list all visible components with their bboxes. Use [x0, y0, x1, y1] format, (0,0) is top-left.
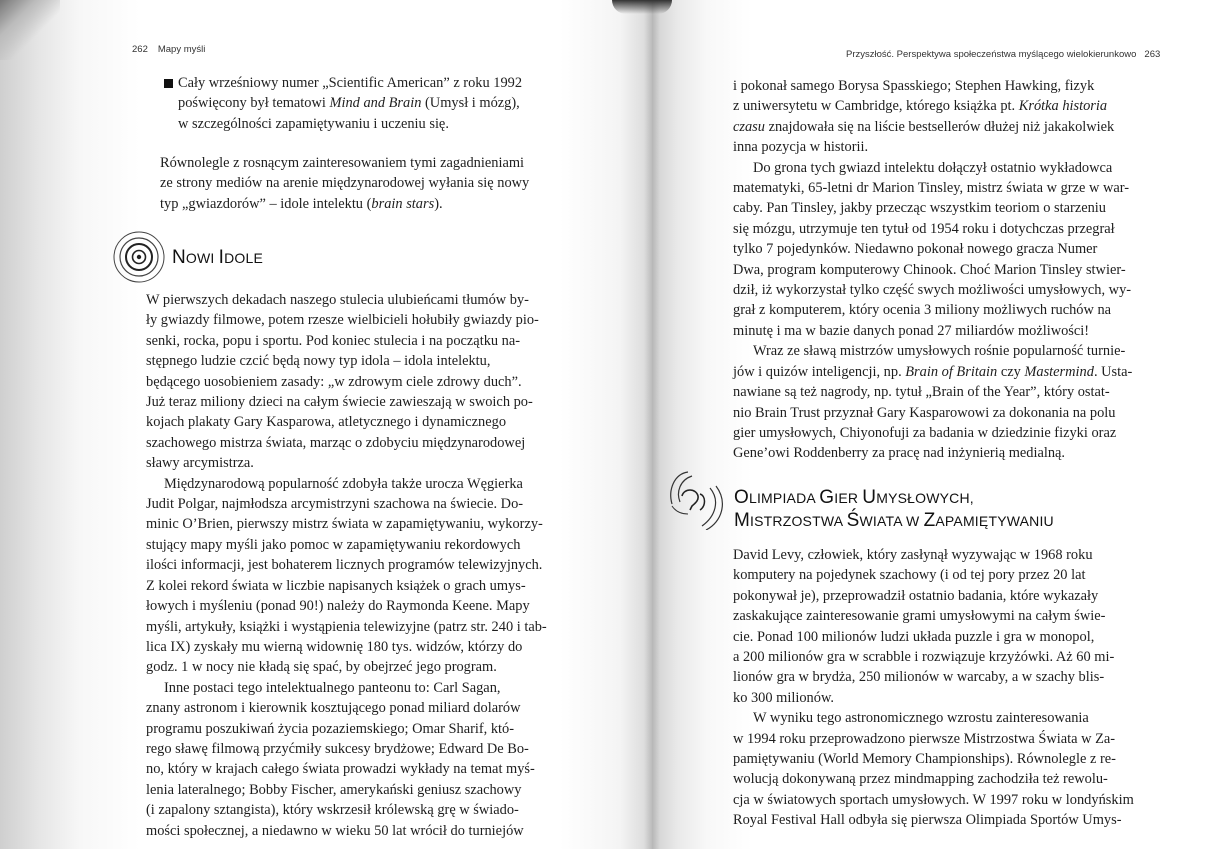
bullet-line: poświęcony był tematowi Mind and Brain (Umysł i mózg),	[178, 95, 520, 112]
bullet-line: Cały wrześniowy numer „Scientific American” z roku 1992	[178, 75, 523, 91]
eye-target-icon	[112, 230, 166, 284]
section-heading-olimpiada	[734, 487, 1054, 532]
left-page-number: 262	[132, 44, 148, 55]
page-corner-shadow	[0, 0, 60, 60]
right-body-text-top	[733, 76, 1151, 464]
left-body-text	[146, 290, 588, 841]
paragraph: Międzynarodową popularność zdobyła także urocza Węgierka Judit Polgar, najmłodsza arcymistrzyni szachowa na świecie. Do- minic O’Brien, pierwszy mistrz świata w zapamiętywaniu, wykorzy- stujący mapy myśli jako pomoc w zapamiętywaniu rekordowych ilości informacji, jest bohaterem licznych programów telewizyjnych. Z kolei rekord świata w liczbie napisanych książek o grach umys- łowych i myśleniu (ponad 90!) należy do Raymonda Keene. Mapy myśli, artykuły, książki i wystąpienia telewizyjne (patrz str. 240 i tab- lica IX) zyskały mu wierną widownię 180 tys. widzów, którzy do godz. 1 w nocy nie kładą się spać, by obejrzeć jego program.	[146, 475, 547, 676]
left-running-head	[132, 44, 205, 55]
bullet-line: w szczególności zapamiętywaniu i uczeniu się.	[178, 115, 449, 132]
right-body-text-bottom	[733, 545, 1151, 831]
right-page-number: 263	[1144, 49, 1161, 60]
page-top-shadow	[612, 0, 672, 14]
book-gutter	[644, 0, 660, 849]
paragraph: David Levy, człowiek, który zasłynął wyzywając w 1968 roku komputery na pojedynek szachowy (i od tej pory przez 20 lat pokonywał je), przeprowadził ostatnio badania, które wykazały zaskakujące zainteresowanie grami umysłowymi na całym świe- cie. Ponad 100 milionów ludzi układa puzzle i gra w monopol, a 200 milionów gra w scrabble i rozwiązuje krzyżówki. Aż 60 mi- lionów gra w brydża, 250 milionów w warcaby, a w szachy blis- ko 300 milionów.	[733, 547, 1115, 706]
right-running-title: Przyszłość. Perspektywa społeczeństwa myślącego wielokierunkowo	[846, 49, 1137, 60]
paragraph: Inne postaci tego intelektualnego panteonu to: Carl Sagan, znany astronom i kierownik kosztującego ponad miliard dolarów programu poszukiwań życia pozaziemskiego; Omar Sharif, któ- rego sławę filmową przyćmiły sukcesy brydżowe; Edward De Bo- no, który w krajach całego świata prowadzi wykłady na temat myś- lenia lateralnego; Bobby Fischer, amerykański geniusz szachowy (i zapalony sztangista), który wskrzesił królewską grę w świado- mości społecznej, a niedawno w wieku 50 lat wrócił do turniejów	[146, 679, 535, 839]
bullet-note	[178, 73, 598, 134]
paragraph: Do grona tych gwiazd intelektu dołączył ostatnio wykładowca matematyki, 65-letni dr Marion Tinsley, mistrz świata w grze w war- caby. Pan Tinsley, jakby przecząc wszystkim teoriom o starzeniu się mózgu, utrzymuje ten tytuł od 1954 roku i dotychczas przegrał tylko 7 pojedynków. Niedawno pokonał nowego gracza Numer Dwa, program komputerowy Chinook. Choć Marion Tinsley stwier- dził, iż wykorzystał tylko część swych możliwości umysłowych, wy- grał z komputerem, który ocenia 3 miliony możliwych ruchów na minutę i ma w bazie danych ponad 27 miliardów możliwości!	[733, 159, 1132, 339]
section-heading-nowi-idole: NOWI IDOLE	[172, 247, 264, 268]
intro-paragraph: Równolegle z rosnącym zainteresowaniem tymi zagadnieniami ze strony mediów na arenie międzynarodowej wyłania się nowy typ „gwiazdorów” – idole intelektu (brain stars).	[160, 155, 530, 212]
heading-line: MISTRZOSTWA ŚWIATA W ZAPAMIĘTYWANIU	[734, 510, 1054, 531]
paragraph: W pierwszych dekadach naszego stulecia ulubieńcami tłumów by- ły gwiazdy filmowe, potem rzesze wielbicieli hołubiły gwiazdy pio- senki, rocka, popu i sportu. Pod koniec stulecia i na początku na- stępnego ludzie czcić będą nowy typ idola – idola intelektu, będącego uosobieniem zasady: „w zdrowym ciele zdrowy duch”. Już teraz miliony dzieci na całym świecie zawieszają w swoich po- kojach plakaty Gary Kasparowa, atletycznego i dynamicznego szachowego mistrza świata, marząc o zdobyciu międzynarodowej sławy arcymistrza.	[146, 292, 539, 472]
heading-line: OLIMPIADA GIER UMYSŁOWYCH,	[734, 487, 974, 508]
paragraph: i pokonał samego Borysa Spasskiego; Stephen Hawking, fizyk z uniwersytetu w Cambridge, którego książka pt. Krótka historia czasu znajdowała się na liście bestsellerów dłużej niż jakakolwiek inna pozycja w historii.	[733, 78, 1115, 156]
two-heads-icon	[666, 466, 726, 530]
right-running-head	[846, 49, 1160, 60]
bullet-square-icon	[164, 79, 173, 88]
left-running-title: Mapy myśli	[157, 44, 206, 55]
paragraph: W wyniku tego astronomicznego wzrostu zainteresowania w 1994 roku przeprowadzono pierwsze Mistrzostwa Świata w Za- pamiętywaniu (World Memory Championships). Równolegle z re- wolucją dokonywaną przez mindmapping zachodziła też rewolu- cja w światowych sportach umysłowych. W 1997 roku w londyńskim Royal Festival Hall odbyła się pierwsza Olimpiada Sportów Umys-	[733, 710, 1134, 829]
paragraph: Wraz ze sławą mistrzów umysłowych rośnie popularność turnie- jów i quizów inteligencji, np. Brain of Britain czy Mastermind. Usta- nawiane są też nagrody, np. tytuł „Brain of the Year”, który ostat- nio Brain Trust przyznał Gary Kasparowowi za dokonania na polu gier umysłowych, Chiyonofuji za badania w dziedzinie fizyki oraz Gene’owi Roddenberry za pracę nad inżynierią medialną.	[733, 343, 1133, 462]
